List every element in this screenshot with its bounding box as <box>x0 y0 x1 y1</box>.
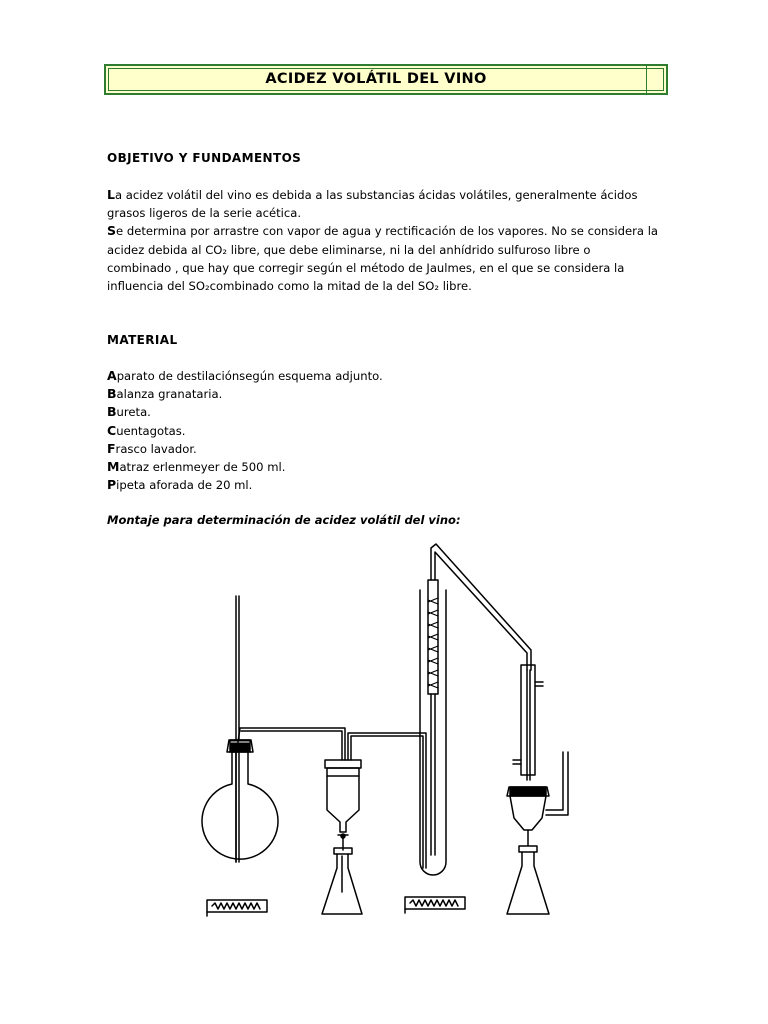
item-text: rasco lavador. <box>115 441 197 456</box>
text-line: e determina por arrastre con vapor de agua y rectificación de los vapores. No se considera la <box>116 224 659 239</box>
wash-bottle <box>325 760 361 850</box>
item-initial: F <box>107 440 116 456</box>
section-heading-material: MATERIAL <box>107 333 178 347</box>
funnel-receiver <box>507 752 568 845</box>
material-item <box>107 367 383 385</box>
drop-initial: L <box>107 187 115 202</box>
material-item <box>107 385 383 403</box>
section-heading-objetivo: OBJETIVO Y FUNDAMENTOS <box>107 151 302 165</box>
item-initial: P <box>107 477 117 493</box>
distillation-diagram <box>0 530 768 930</box>
heater-middle <box>405 897 465 913</box>
item-text: uentagotas. <box>116 423 186 438</box>
paragraph-line: influencia del SO₂combinado como la mitad de la del SO₂ libre. <box>107 279 472 294</box>
item-text: ureta. <box>116 405 151 420</box>
erlenmeyer-right <box>507 846 549 914</box>
item-initial: B <box>107 386 117 402</box>
material-item <box>107 476 383 494</box>
item-text: parato de destilaciónsegún esquema adjunto. <box>116 369 383 383</box>
item-text: atraz erlenmeyer de 500 ml. <box>119 460 286 475</box>
title-banner <box>104 64 668 95</box>
round-flask <box>202 740 278 862</box>
paragraph-objetivo <box>107 186 667 295</box>
erlenmeyer-left <box>322 848 362 914</box>
material-item <box>107 440 383 458</box>
item-initial: M <box>107 459 120 475</box>
paragraph-line <box>107 222 667 240</box>
paragraph-line: combinado , que hay que corregir según el método de Jaulmes, en el que se considera la <box>107 260 625 275</box>
heater-left <box>207 900 267 916</box>
drop-initial: S <box>107 223 117 239</box>
material-list <box>107 367 383 494</box>
page-title: ACIDEZ VOLÁTIL DEL VINO <box>265 71 487 87</box>
title-tab-divider <box>646 66 647 93</box>
paragraph-line: acidez debida al CO₂ libre, que debe eliminarse, ni la del anhídrido sulfuroso libre o <box>107 242 591 257</box>
condenser <box>513 665 543 780</box>
material-item <box>107 422 383 440</box>
item-initial: B <box>107 404 117 420</box>
tube-flask-to-washbottle <box>238 728 345 760</box>
material-item <box>107 458 383 476</box>
paragraph-line <box>107 186 667 204</box>
diagram-caption: Montaje para determinación de acidez volátil del vino: <box>107 513 461 527</box>
paragraph-line: grasos ligeros de la serie acética. <box>107 206 302 221</box>
item-initial: C <box>107 422 117 438</box>
item-text: alanza granataria. <box>116 387 223 402</box>
material-item <box>107 403 383 421</box>
test-tube-column <box>420 580 446 875</box>
text-line: a acidez volátil del vino es debida a las substancias ácidas volátiles, generalmente ácidos <box>114 188 638 202</box>
item-text: ipeta aforada de 20 ml. <box>116 478 253 493</box>
item-initial: A <box>107 368 117 383</box>
